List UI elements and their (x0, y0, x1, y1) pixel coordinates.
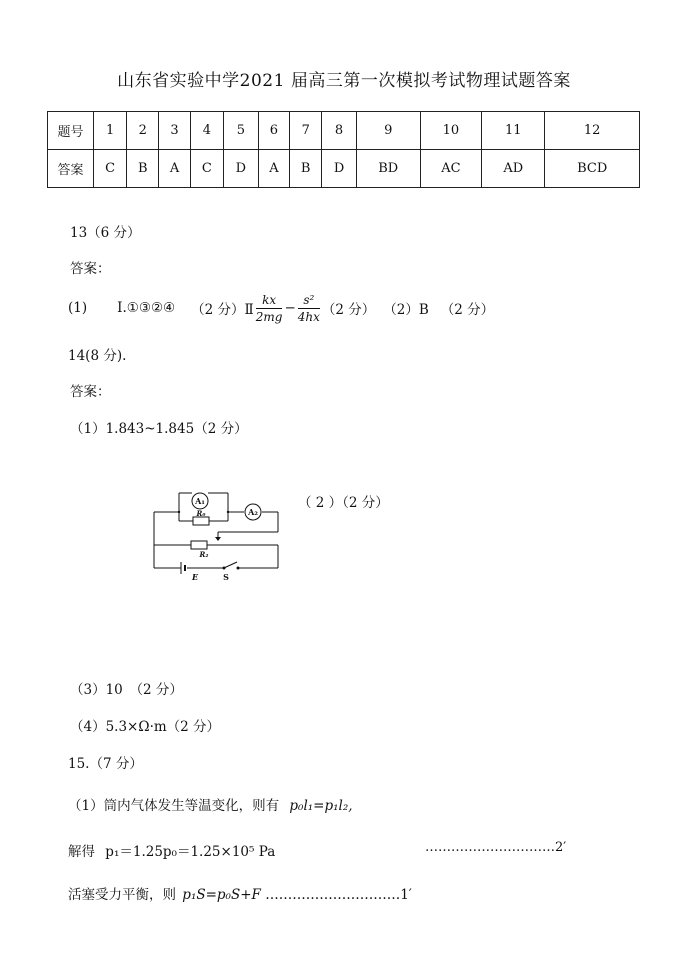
label-r2: R₂ (199, 550, 209, 559)
table-cell: 1 (94, 112, 127, 150)
label-e: E (191, 572, 199, 582)
q15-balance-equation: p₁S=p₀S+F (182, 887, 261, 903)
table-cell: 3 (159, 112, 191, 150)
q13-heading: 13（6 分） (70, 225, 141, 241)
table-cell: AD (482, 150, 545, 188)
fraction-denominator: 4hx (297, 309, 320, 324)
q13-part1-order: Ⅰ.①③②④ (117, 300, 176, 316)
label-a2: A₂ (248, 507, 258, 517)
row-header-answer: 答案 (48, 150, 94, 188)
label-s: S (223, 572, 229, 582)
table-cell: AC (420, 150, 482, 188)
table-cell: 7 (290, 112, 322, 150)
table-cell: 12 (545, 112, 640, 150)
q15-part1-text: （1）筒内气体发生等温变化，则有 (68, 798, 280, 814)
q14-part2: （ 2 ）（2 分） (298, 495, 389, 511)
fraction-numerator: kx (256, 293, 283, 309)
table-cell: BCD (545, 150, 640, 188)
q14-heading: 14(8 分). (68, 348, 127, 364)
q13-fraction-1 (256, 293, 283, 324)
q13-score-1: （2 分）Ⅱ (191, 302, 254, 318)
table-cell: 5 (223, 112, 258, 150)
table-cell: C (190, 150, 223, 188)
q15-balance-score: …………………………1′ (265, 887, 412, 903)
q15-solve-label: 解得 (68, 844, 95, 860)
q15-solve (68, 840, 275, 860)
table-cell: 4 (190, 112, 223, 150)
q15-part1-equation: p₀l₁=p₁l₂, (289, 798, 353, 814)
table-row-numbers (48, 112, 640, 150)
q13-answer-label: 答案： (70, 261, 111, 277)
q14-part4: （4）5.3×Ω·m（2 分） (70, 719, 221, 735)
table-cell: D (223, 150, 258, 188)
q15-part1 (68, 794, 353, 814)
table-cell: 10 (420, 112, 482, 150)
minus-sign: − (284, 300, 296, 316)
table-cell: 8 (322, 112, 357, 150)
q14-part1: （1）1.843~1.845（2 分） (70, 421, 248, 437)
page-title: 山东省实验中学2021 届高三第一次模拟考试物理试题答案 (117, 71, 571, 91)
q15-solve-score: …………………………2′ (425, 840, 567, 855)
answer-table (47, 111, 640, 188)
table-cell: 11 (482, 112, 545, 150)
label-a1: A₁ (195, 496, 205, 506)
q13-fraction-2 (298, 293, 320, 324)
q15-heading: 15.（7 分） (68, 756, 143, 772)
fraction-numerator: s² (298, 293, 320, 309)
table-row-answers (48, 150, 640, 188)
q13-part2: （2）B (383, 302, 429, 318)
table-cell: A (258, 150, 290, 188)
table-cell: A (159, 150, 191, 188)
q14-part3: （3）10 （2 分） (70, 682, 183, 698)
table-cell: B (290, 150, 322, 188)
q13-part1-label: (1) (68, 300, 88, 316)
q15-balance (68, 883, 412, 903)
table-cell: B (127, 150, 159, 188)
fraction-denominator: 2mg (255, 309, 283, 324)
label-r0: R₀ (196, 509, 206, 518)
table-cell: BD (356, 150, 420, 188)
table-cell: D (322, 150, 357, 188)
q15-balance-label: 活塞受力平衡，则 (68, 887, 176, 903)
row-header-number: 题号 (48, 112, 94, 150)
q14-answer-label: 答案： (70, 384, 111, 400)
table-cell: 2 (127, 112, 159, 150)
q15-solve-equation: p₁＝1.25p₀＝1.25×10⁵ Pa (105, 844, 276, 860)
q13-part1 (68, 288, 494, 328)
table-cell: 6 (258, 112, 290, 150)
q13-score-2: （2 分） (321, 302, 376, 318)
table-cell: C (94, 150, 127, 188)
table-cell: 9 (356, 112, 420, 150)
circuit-diagram (148, 490, 288, 585)
q13-score-3: （2 分） (440, 302, 495, 318)
